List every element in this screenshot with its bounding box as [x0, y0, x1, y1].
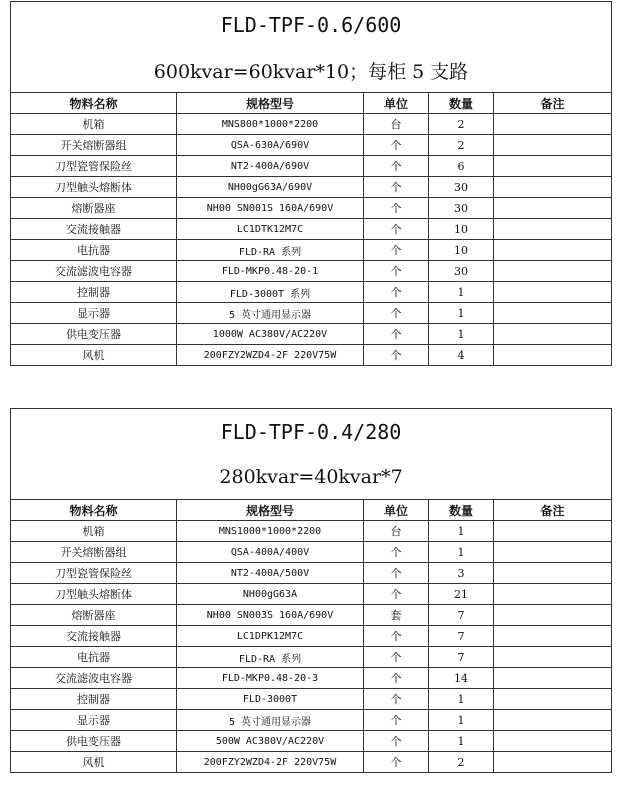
remarks-cell: [494, 710, 612, 731]
table-row: [11, 563, 612, 584]
unit-cell: 个: [364, 752, 429, 773]
quantity-cell: 6: [429, 156, 494, 177]
quantity-cell: 7: [429, 626, 494, 647]
material-name-cell: 交流滤波电容器: [11, 261, 177, 282]
unit-cell: 台: [364, 521, 429, 542]
remarks-cell: [494, 521, 612, 542]
quantity-cell: 2: [429, 135, 494, 156]
material-name-cell: 刀型触头熔断体: [11, 584, 177, 605]
table-row: [11, 324, 612, 345]
material-name-cell: 供电变压器: [11, 324, 177, 345]
remarks-cell: [494, 219, 612, 240]
remarks-cell: [494, 156, 612, 177]
unit-cell: 个: [364, 626, 429, 647]
quantity-cell: 7: [429, 647, 494, 668]
unit-cell: 个: [364, 261, 429, 282]
spec-model-cell: 5 英寸通用显示器: [177, 303, 364, 324]
table-row: [11, 303, 612, 324]
remarks-cell: [494, 135, 612, 156]
material-name-cell: 刀型瓷管保险丝: [11, 563, 177, 584]
quantity-cell: 3: [429, 563, 494, 584]
remarks-cell: [494, 240, 612, 261]
material-name-cell: 刀型触头熔断体: [11, 177, 177, 198]
table-row: [11, 345, 612, 366]
spec-model-cell: QSA-400A/400V: [177, 542, 364, 563]
unit-cell: 个: [364, 177, 429, 198]
remarks-cell: [494, 605, 612, 626]
remarks-cell: [494, 282, 612, 303]
header-row: [11, 500, 612, 521]
quantity-cell: 1: [429, 303, 494, 324]
table-row: [11, 219, 612, 240]
bom-table: [10, 408, 612, 773]
unit-cell: 个: [364, 584, 429, 605]
material-name-cell: 交流滤波电容器: [11, 668, 177, 689]
capacity-config-title: 280kvar=40kvar*7: [11, 455, 612, 500]
capacity-config-title: 600kvar=60kvar*10；每柜 5 支路: [11, 48, 612, 93]
unit-cell: 个: [364, 135, 429, 156]
table-row: [11, 156, 612, 177]
remarks-cell: [494, 542, 612, 563]
unit-cell: 个: [364, 282, 429, 303]
table-row: [11, 689, 612, 710]
header-unit: 单位: [364, 500, 429, 521]
material-name-cell: 风机: [11, 345, 177, 366]
remarks-cell: [494, 752, 612, 773]
header-remarks: 备注: [494, 93, 612, 114]
cabinet-model-title: FLD-TPF-0.4/280: [11, 409, 612, 456]
material-name-cell: 开关熔断器组: [11, 135, 177, 156]
unit-cell: 个: [364, 345, 429, 366]
header-spec-model: 规格型号: [177, 93, 364, 114]
spec-model-cell: 500W AC380V/AC220V: [177, 731, 364, 752]
spec-model-cell: LC1DPK12M7C: [177, 626, 364, 647]
remarks-cell: [494, 731, 612, 752]
bom-table: [10, 1, 612, 366]
header-material-name: 物料名称: [11, 93, 177, 114]
quantity-cell: 14: [429, 668, 494, 689]
remarks-cell: [494, 668, 612, 689]
quantity-cell: 4: [429, 345, 494, 366]
table-row: [11, 177, 612, 198]
remarks-cell: [494, 324, 612, 345]
spec-model-cell: 200FZY2WZD4-2F 220V75W: [177, 345, 364, 366]
quantity-cell: 1: [429, 731, 494, 752]
unit-cell: 个: [364, 219, 429, 240]
spec-model-cell: NH00 SN001S 160A/690V: [177, 198, 364, 219]
material-name-cell: 电抗器: [11, 240, 177, 261]
unit-cell: 个: [364, 689, 429, 710]
spec-model-cell: 200FZY2WZD4-2F 220V75W: [177, 752, 364, 773]
remarks-cell: [494, 584, 612, 605]
table-row: [11, 584, 612, 605]
unit-cell: 个: [364, 668, 429, 689]
spec-model-cell: MNS800*1000*2200: [177, 114, 364, 135]
table-row: [11, 668, 612, 689]
material-name-cell: 供电变压器: [11, 731, 177, 752]
material-name-cell: 熔断器座: [11, 605, 177, 626]
unit-cell: 台: [364, 114, 429, 135]
header-quantity: 数量: [429, 93, 494, 114]
spec-model-cell: FLD-RA 系列: [177, 647, 364, 668]
unit-cell: 套: [364, 605, 429, 626]
material-name-cell: 控制器: [11, 282, 177, 303]
cabinet-model-title: FLD-TPF-0.6/600: [11, 2, 612, 49]
spec-model-cell: FLD-RA 系列: [177, 240, 364, 261]
table-row: [11, 752, 612, 773]
table-row: [11, 261, 612, 282]
bom-table-1: [10, 1, 611, 366]
remarks-cell: [494, 689, 612, 710]
quantity-cell: 1: [429, 282, 494, 303]
quantity-cell: 30: [429, 261, 494, 282]
table-row: [11, 605, 612, 626]
unit-cell: 个: [364, 240, 429, 261]
spec-model-cell: NH00 SN003S 160A/690V: [177, 605, 364, 626]
unit-cell: 个: [364, 710, 429, 731]
spec-model-cell: 5 英寸通用显示器: [177, 710, 364, 731]
remarks-cell: [494, 647, 612, 668]
unit-cell: 个: [364, 156, 429, 177]
spec-model-cell: FLD-3000T 系列: [177, 282, 364, 303]
remarks-cell: [494, 261, 612, 282]
table-row: [11, 198, 612, 219]
table-body: [11, 521, 612, 773]
quantity-cell: 30: [429, 177, 494, 198]
material-name-cell: 显示器: [11, 710, 177, 731]
unit-cell: 个: [364, 542, 429, 563]
remarks-cell: [494, 626, 612, 647]
remarks-cell: [494, 303, 612, 324]
material-name-cell: 控制器: [11, 689, 177, 710]
material-name-cell: 风机: [11, 752, 177, 773]
header-row: [11, 93, 612, 114]
bom-table-2: [10, 408, 611, 773]
remarks-cell: [494, 114, 612, 135]
spec-model-cell: FLD-MKP0.48-20-3: [177, 668, 364, 689]
header-quantity: 数量: [429, 500, 494, 521]
spec-model-cell: NT2-400A/500V: [177, 563, 364, 584]
quantity-cell: 10: [429, 219, 494, 240]
table-row: [11, 282, 612, 303]
unit-cell: 个: [364, 324, 429, 345]
unit-cell: 个: [364, 731, 429, 752]
quantity-cell: 2: [429, 114, 494, 135]
table-row: [11, 135, 612, 156]
table-row: [11, 626, 612, 647]
unit-cell: 个: [364, 563, 429, 584]
spec-model-cell: LC1DTK12M7C: [177, 219, 364, 240]
table-row: [11, 240, 612, 261]
quantity-cell: 1: [429, 542, 494, 563]
table-row: [11, 710, 612, 731]
header-unit: 单位: [364, 93, 429, 114]
spec-model-cell: MNS1000*1000*2200: [177, 521, 364, 542]
quantity-cell: 2: [429, 752, 494, 773]
quantity-cell: 21: [429, 584, 494, 605]
material-name-cell: 机箱: [11, 521, 177, 542]
spec-model-cell: NH00gG63A/690V: [177, 177, 364, 198]
spec-model-cell: FLD-3000T: [177, 689, 364, 710]
table-row: [11, 647, 612, 668]
remarks-cell: [494, 198, 612, 219]
header-remarks: 备注: [494, 500, 612, 521]
remarks-cell: [494, 345, 612, 366]
unit-cell: 个: [364, 303, 429, 324]
table-row: [11, 542, 612, 563]
material-name-cell: 交流接触器: [11, 626, 177, 647]
table-row: [11, 114, 612, 135]
table-row: [11, 731, 612, 752]
quantity-cell: 1: [429, 521, 494, 542]
quantity-cell: 30: [429, 198, 494, 219]
table-body: [11, 114, 612, 366]
remarks-cell: [494, 177, 612, 198]
quantity-cell: 1: [429, 710, 494, 731]
spec-model-cell: NT2-400A/690V: [177, 156, 364, 177]
quantity-cell: 7: [429, 605, 494, 626]
material-name-cell: 开关熔断器组: [11, 542, 177, 563]
header-material-name: 物料名称: [11, 500, 177, 521]
spec-model-cell: FLD-MKP0.48-20-1: [177, 261, 364, 282]
material-name-cell: 熔断器座: [11, 198, 177, 219]
material-name-cell: 交流接触器: [11, 219, 177, 240]
quantity-cell: 1: [429, 324, 494, 345]
header-spec-model: 规格型号: [177, 500, 364, 521]
spec-model-cell: 1000W AC380V/AC220V: [177, 324, 364, 345]
material-name-cell: 机箱: [11, 114, 177, 135]
material-name-cell: 电抗器: [11, 647, 177, 668]
unit-cell: 个: [364, 198, 429, 219]
quantity-cell: 1: [429, 689, 494, 710]
quantity-cell: 10: [429, 240, 494, 261]
remarks-cell: [494, 563, 612, 584]
unit-cell: 个: [364, 647, 429, 668]
table-row: [11, 521, 612, 542]
material-name-cell: 刀型瓷管保险丝: [11, 156, 177, 177]
spec-model-cell: QSA-630A/690V: [177, 135, 364, 156]
spec-model-cell: NH00gG63A: [177, 584, 364, 605]
material-name-cell: 显示器: [11, 303, 177, 324]
